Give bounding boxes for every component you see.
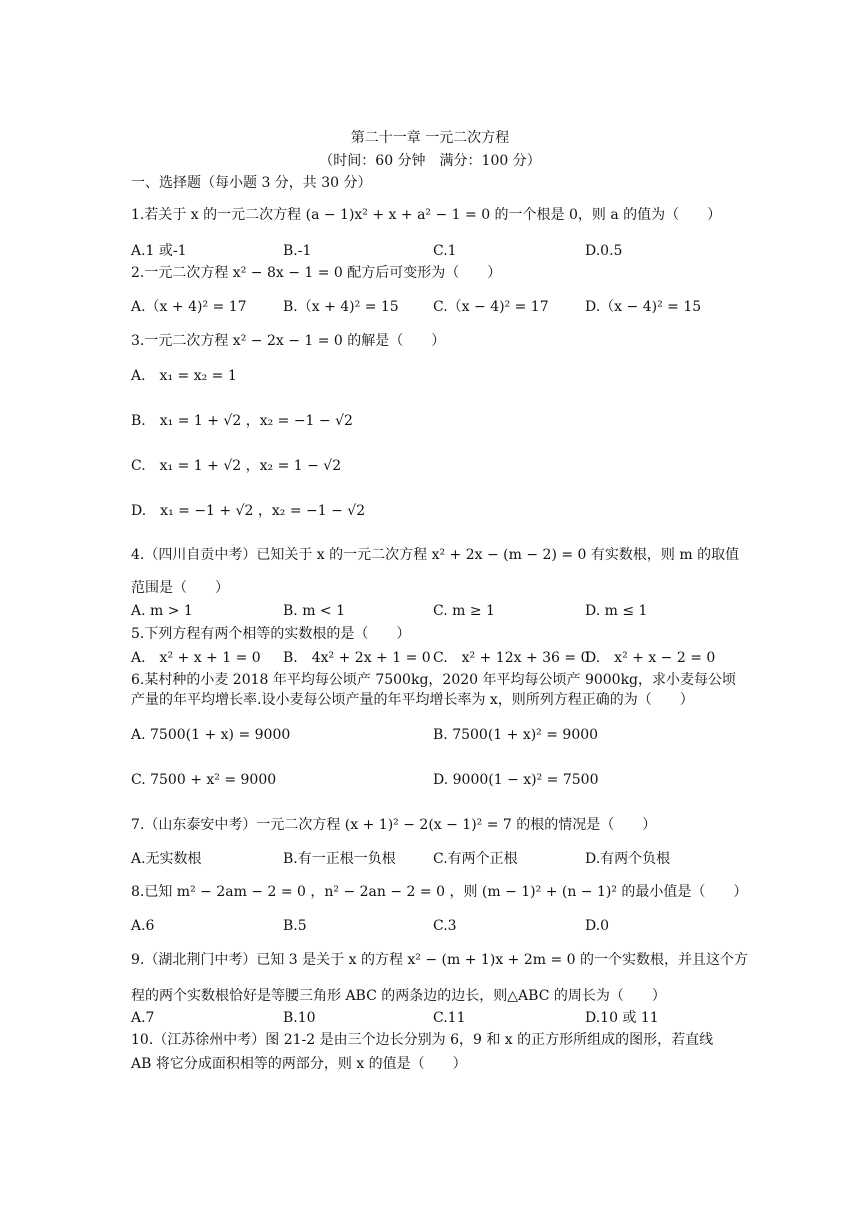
question-9-option-a: A.7 <box>131 1010 155 1026</box>
exam-info: （时间：60 分钟 满分：100 分） <box>319 153 541 169</box>
question-1-option-d: D.0.5 <box>585 243 623 259</box>
question-4-stem-line-1: 4.（四川自贡中考）已知关于 x 的一元二次方程 x² + 2x − (m − 2) = 0 有实数根，则 m 的取值 <box>131 547 740 563</box>
question-2-stem: 2.一元二次方程 x² − 8x − 1 = 0 配方后可变形为（ ） <box>131 265 502 281</box>
question-6-stem-line-2: 产量的年平均增长率.设小麦每公顷产量的年平均增长率为 x，则所列方程正确的为（ ） <box>131 692 694 708</box>
question-3-option-d: D. x₁ = −1 + √2 ，x₂ = −1 − √2 <box>131 503 366 519</box>
question-4-stem-line-2: 范围是（ ） <box>131 580 229 596</box>
question-4-option-a: A. m > 1 <box>131 603 193 619</box>
question-8-stem: 8.已知 m² − 2am − 2 = 0 ，n² − 2an − 2 = 0 ，则 (m − 1)² + (n − 1)² 的最小值是（ ） <box>131 884 748 900</box>
question-8-option-c: C.3 <box>433 918 457 934</box>
question-2-option-c: C.（x − 4)² = 17 <box>433 299 549 315</box>
question-6-option-a: A. 7500(1 + x) = 9000 <box>131 727 291 743</box>
question-7-option-a: A.无实数根 <box>131 851 202 867</box>
question-2-option-d: D.（x − 4)² = 15 <box>585 299 702 315</box>
question-6-option-d: D. 9000(1 − x)² = 7500 <box>433 772 599 788</box>
question-3-stem: 3.一元二次方程 x² − 2x − 1 = 0 的解是（ ） <box>131 333 446 349</box>
question-5-stem: 5.下列方程有两个相等的实数根的是（ ） <box>131 626 411 642</box>
question-1-option-b: B.-1 <box>283 243 312 259</box>
question-7-option-b: B.有一正根一负根 <box>283 851 396 867</box>
question-5-option-d: D. x² + x − 2 = 0 <box>585 650 716 666</box>
question-5-option-b: B. 4x² + 2x + 1 = 0 <box>283 650 431 666</box>
question-1-stem: 1.若关于 x 的一元二次方程 (a − 1)x² + x + a² − 1 = 0 的一个根是 0，则 a 的值为（ ） <box>131 207 722 223</box>
question-9-option-d: D.10 或 11 <box>585 1010 659 1026</box>
question-7-option-c: C.有两个正根 <box>433 851 518 867</box>
question-3-option-b: B. x₁ = 1 + √2 ，x₂ = −1 − √2 <box>131 413 353 429</box>
question-10-stem-line-2: AB 将它分成面积相等的两部分，则 x 的值是（ ） <box>131 1056 467 1072</box>
section-heading: 一、选择题（每小题 3 分，共 30 分） <box>131 175 372 191</box>
chapter-title: 第二十一章 一元二次方程 <box>350 130 510 146</box>
question-9-stem-line-2: 程的两个实数根恰好是等腰三角形 ABC 的两条边的边长，则△ABC 的周长为（ ） <box>131 988 666 1004</box>
question-4-option-d: D. m ≤ 1 <box>585 603 648 619</box>
question-2-option-b: B.（x + 4)² = 15 <box>283 299 399 315</box>
question-5-option-a: A. x² + x + 1 = 0 <box>131 650 261 666</box>
question-9-option-b: B.10 <box>283 1010 316 1026</box>
question-1-option-a: A.1 或-1 <box>131 243 187 259</box>
question-9-stem-line-1: 9.（湖北荆门中考）已知 3 是关于 x 的方程 x² − (m + 1)x + 2m = 0 的一个实数根，并且这个方 <box>131 952 748 968</box>
question-3-option-c: C. x₁ = 1 + √2 ，x₂ = 1 − √2 <box>131 458 342 474</box>
question-5-option-c: C. x² + 12x + 36 = 0 <box>433 650 590 666</box>
question-7-option-d: D.有两个负根 <box>585 851 671 867</box>
question-8-option-a: A.6 <box>131 918 155 934</box>
question-2-option-a: A.（x + 4)² = 17 <box>131 299 247 315</box>
question-6-stem-line-1: 6.某村种的小麦 2018 年平均每公顷产 7500kg，2020 年平均每公顷产 9000kg，求小麦每公顷 <box>131 672 737 688</box>
question-4-option-c: C. m ≥ 1 <box>433 603 495 619</box>
question-8-option-b: B.5 <box>283 918 307 934</box>
question-6-option-b: B. 7500(1 + x)² = 9000 <box>433 727 599 743</box>
question-9-option-c: C.11 <box>433 1010 466 1026</box>
question-8-option-d: D.0 <box>585 918 610 934</box>
question-6-option-c: C. 7500 + x² = 9000 <box>131 772 277 788</box>
question-1-option-c: C.1 <box>433 243 457 259</box>
question-4-option-b: B. m < 1 <box>283 603 346 619</box>
question-10-stem-line-1: 10.（江苏徐州中考）图 21-2 是由三个边长分别为 6，9 和 x 的正方形所组成的图形，若直线 <box>131 1032 714 1048</box>
question-3-option-a: A. x₁ = x₂ = 1 <box>131 368 237 384</box>
question-7-stem: 7.（山东泰安中考）一元二次方程 (x + 1)² − 2(x − 1)² = 7 的根的情况是（ ） <box>131 817 657 833</box>
